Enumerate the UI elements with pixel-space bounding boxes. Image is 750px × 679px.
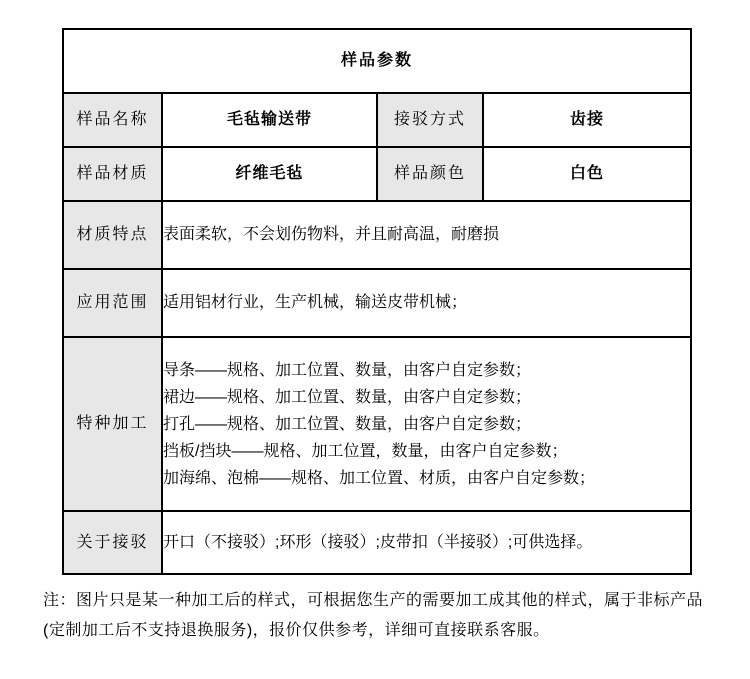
special-processing-line: 裙边——规格、加工位置、数量，由客户自定参数； [163,388,532,406]
label-about-joint: 关于接驳 [63,511,162,574]
special-processing-lines [163,357,690,492]
table-row [63,337,691,511]
value-special-processing [162,337,691,511]
label-material-feature: 材质特点 [63,201,162,269]
value-joint-method: 齿接 [483,93,691,147]
special-processing-line: 导条——规格、加工位置、数量，由客户自定参数； [163,361,532,379]
table-title: 样品参数 [63,29,691,93]
footnote: 注：图片只是某一种加工后的样式，可根据您生产的需要加工成其他的样式，属于非标产品(定制加工后不支持退换服务)，报价仅供参考，详细可直接联系客服。 [43,592,704,639]
table-row [63,93,691,147]
value-about-joint: 开口（不接驳）;环形（接驳）;皮带扣（半接驳）;可供选择。 [162,511,691,574]
value-application-scope: 适用铝材行业，生产机械，输送皮带机械； [162,269,691,337]
label-application-scope: 应用范围 [63,269,162,337]
value-sample-color: 白色 [483,147,691,201]
label-joint-method: 接驳方式 [377,93,483,147]
table-row [63,29,691,93]
table-row [63,269,691,337]
value-sample-material: 纤维毛毡 [162,147,377,201]
special-processing-line: 挡板/挡块——规格、加工位置，数量，由客户自定参数； [163,442,568,460]
sample-parameters-table [62,28,692,575]
label-special-processing: 特种加工 [63,337,162,511]
table-row [63,201,691,269]
table-row [63,147,691,201]
label-sample-material: 样品材质 [63,147,162,201]
value-sample-name: 毛毡输送带 [162,93,377,147]
value-material-feature: 表面柔软，不会划伤物料，并且耐高温，耐磨损 [162,201,691,269]
table-row [63,511,691,574]
special-processing-line: 打孔——规格、加工位置、数量，由客户自定参数； [163,415,532,433]
label-sample-color: 样品颜色 [377,147,483,201]
label-sample-name: 样品名称 [63,93,162,147]
special-processing-line: 加海绵、泡棉——规格、加工位置、材质，由客户自定参数； [163,469,596,487]
